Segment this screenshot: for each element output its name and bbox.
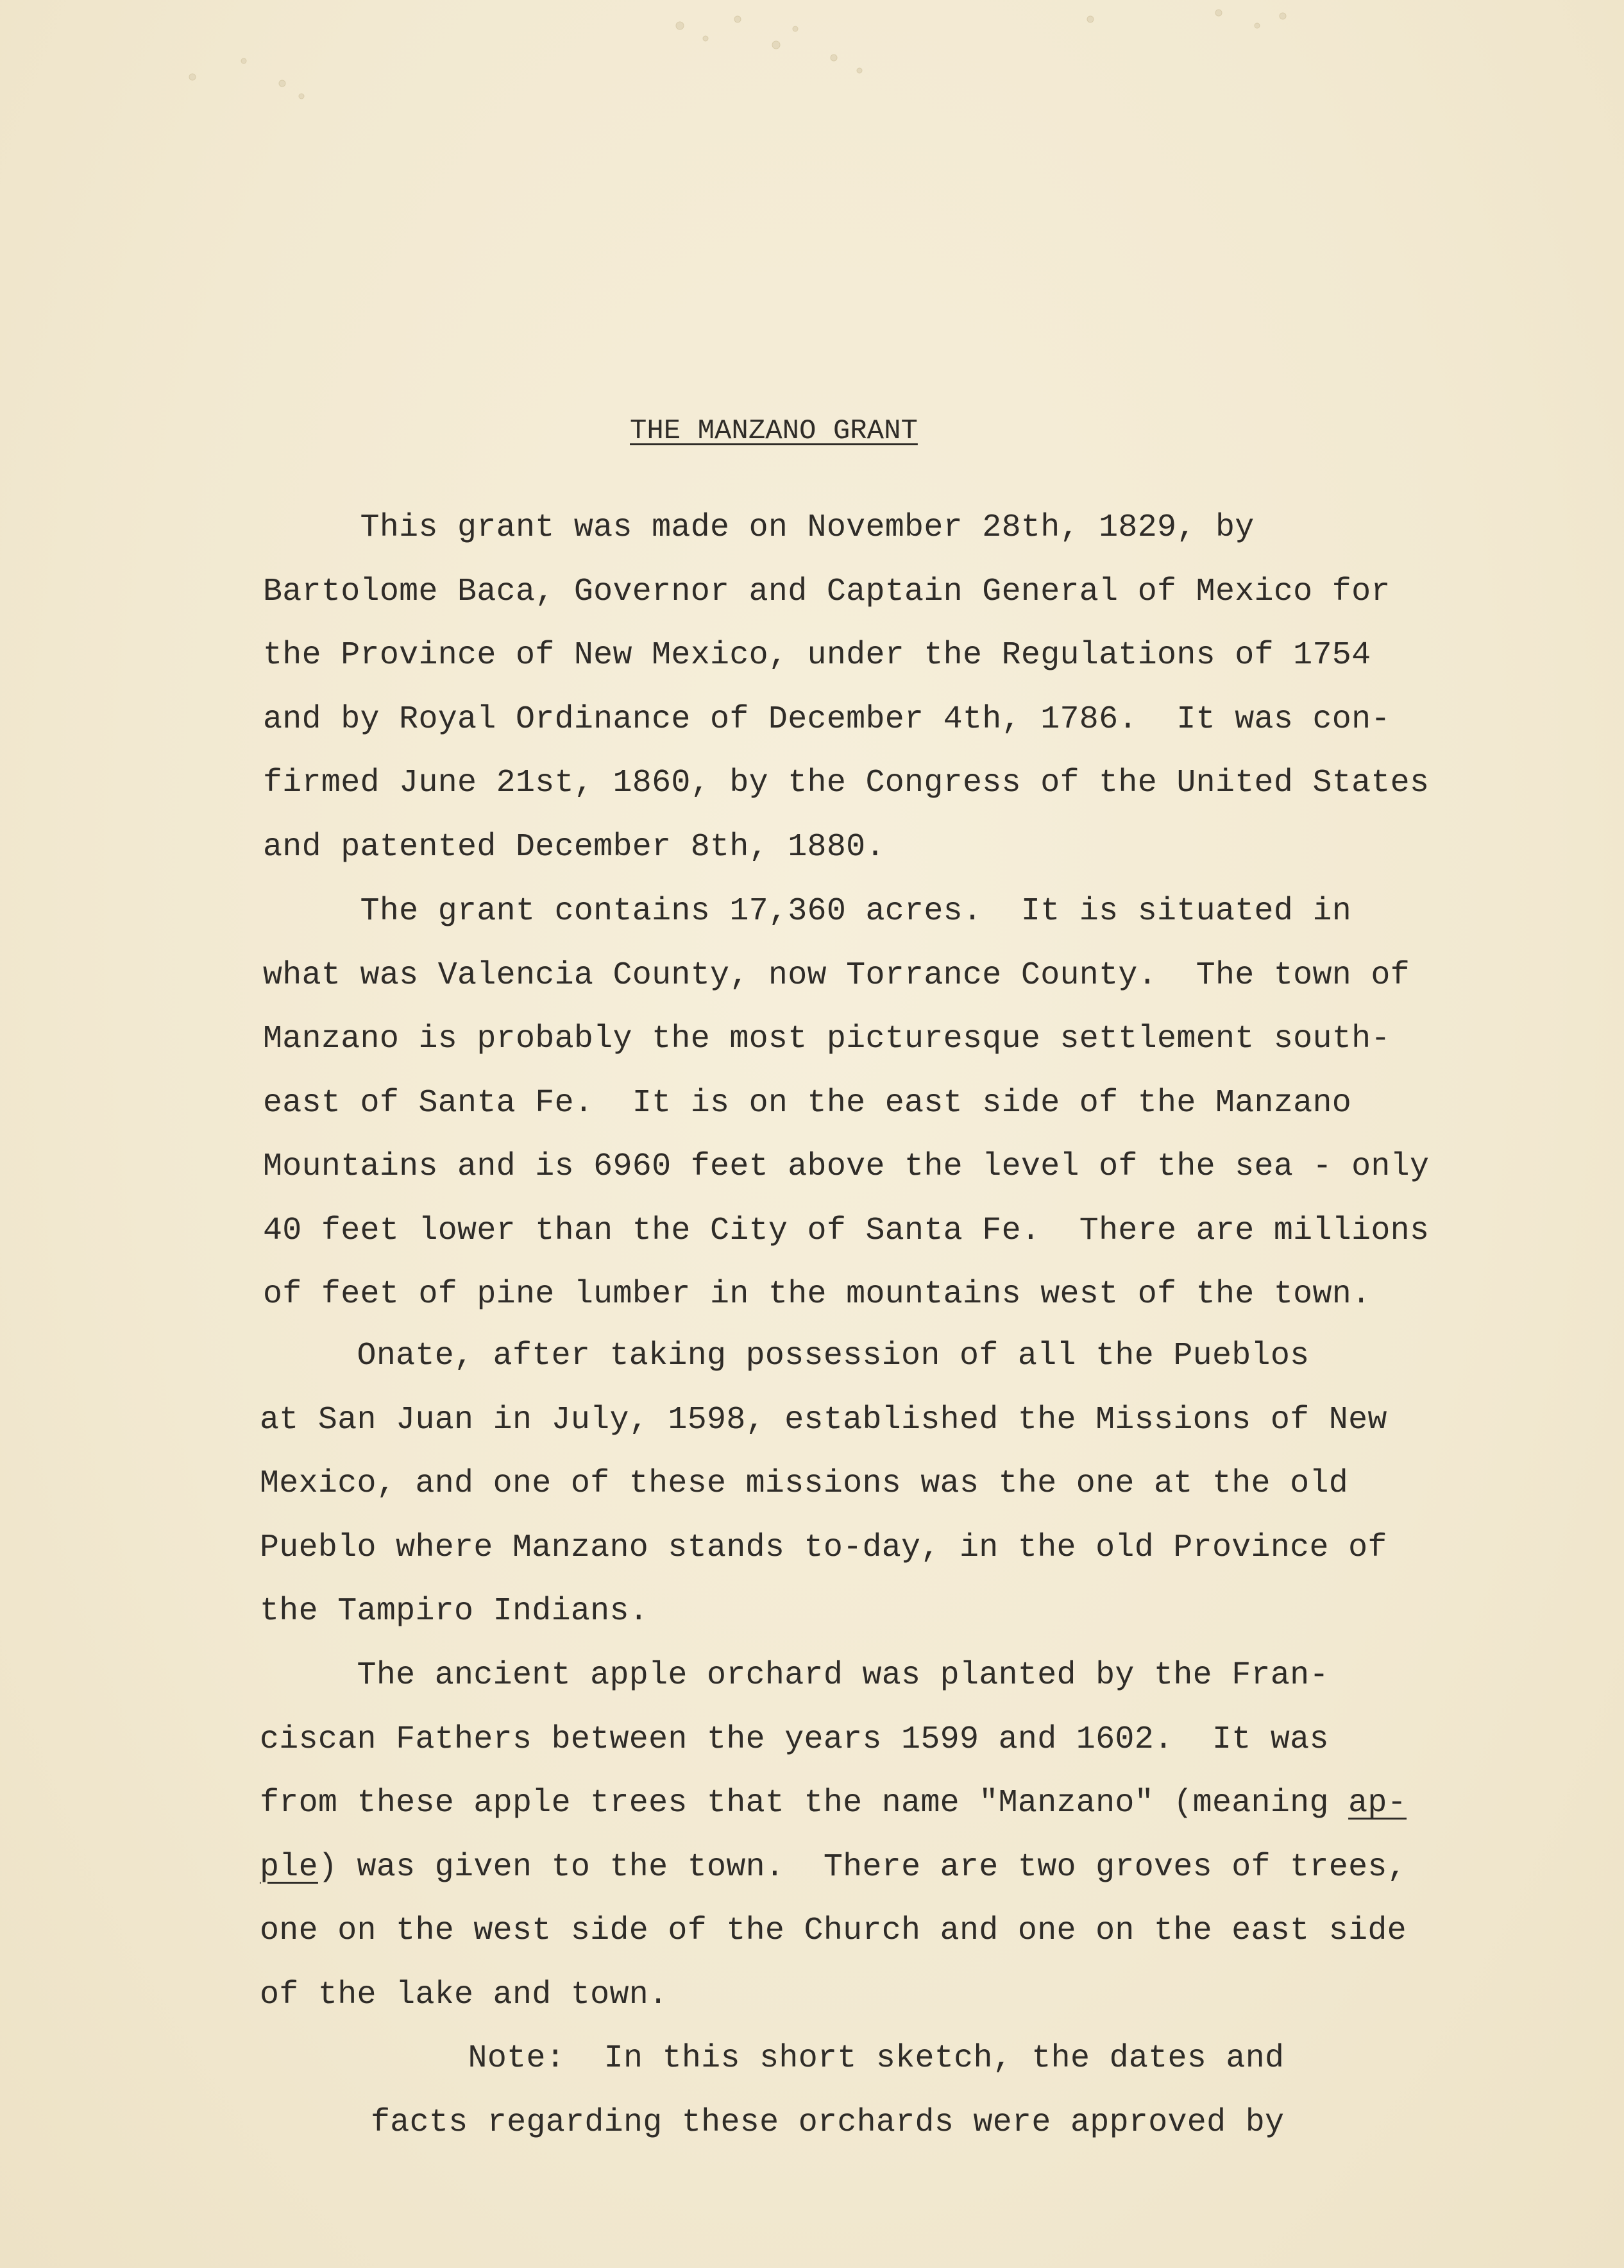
text-line: The ancient apple orchard was planted by the Fran- [260,1657,1329,1694]
text-line: Mountains and is 6960 feet above the level of the sea - only [263,1148,1430,1185]
text-line: of feet of pine lumber in the mountains west of the town. [263,1276,1371,1313]
text-line: Pueblo where Manzano stands to-day, in the old Province of [260,1529,1387,1566]
text-line: and by Royal Ordinance of December 4th, 1786. It was con- [263,701,1391,738]
paragraph-apple-orchard [260,1644,1407,2027]
text-line: facts regarding these orchards were approved by [371,2104,1285,2141]
text-line: firmed June 21st, 1860, by the Congress of the United States [263,765,1430,801]
text-line: of the lake and town. [260,1976,668,2013]
text-line: at San Juan in July, 1598, established the Missions of New [260,1401,1387,1438]
text-line: Onate, after taking possession of all the Pueblos [260,1338,1310,1374]
text-line: from these apple trees that the name "Manzano" (meaning [260,1785,1349,1821]
text-line: 40 feet lower than the City of Santa Fe. There are millions [263,1212,1430,1249]
text-line: The grant contains 17,360 acres. It is situated in [263,893,1352,930]
text-line: This grant was made on November 28th, 1829, by [263,509,1255,546]
paragraph-missions [260,1324,1387,1644]
text-line: east of Santa Fe. It is on the east side of the Manzano [263,1084,1352,1121]
text-line: Mexico, and one of these missions was the one at the old [260,1465,1349,1502]
text-line: the Tampiro Indians. [260,1593,649,1630]
text-line: ciscan Fathers between the years 1599 and 1602. It was [260,1721,1329,1758]
underlined-word-part: ap- [1348,1785,1407,1821]
document-title: THE MANZANO GRANT [630,415,918,447]
text-line: what was Valencia County, now Torrance County. The town of [263,957,1410,994]
text-line: Manzano is probably the most picturesque settlement south- [263,1021,1391,1057]
text-line: one on the west side of the Church and one on the east side [260,1913,1407,1949]
underlined-word-part: ple [260,1848,318,1886]
text-line: ) was given to the town. There are two groves of trees, [317,1848,1407,1886]
paper-specks [0,0,1624,128]
paragraph-grant-origin [263,496,1429,879]
note-paragraph [371,2027,1284,2154]
text-line: Note: In this short sketch, the dates and [371,2040,1285,2077]
paragraph-grant-location [263,880,1429,1327]
text-line: the Province of New Mexico, under the Regulations of 1754 [263,637,1371,674]
text-line: and patented December 8th, 1880. [263,828,885,865]
text-line: Bartolome Baca, Governor and Captain General of Mexico for [263,573,1391,610]
